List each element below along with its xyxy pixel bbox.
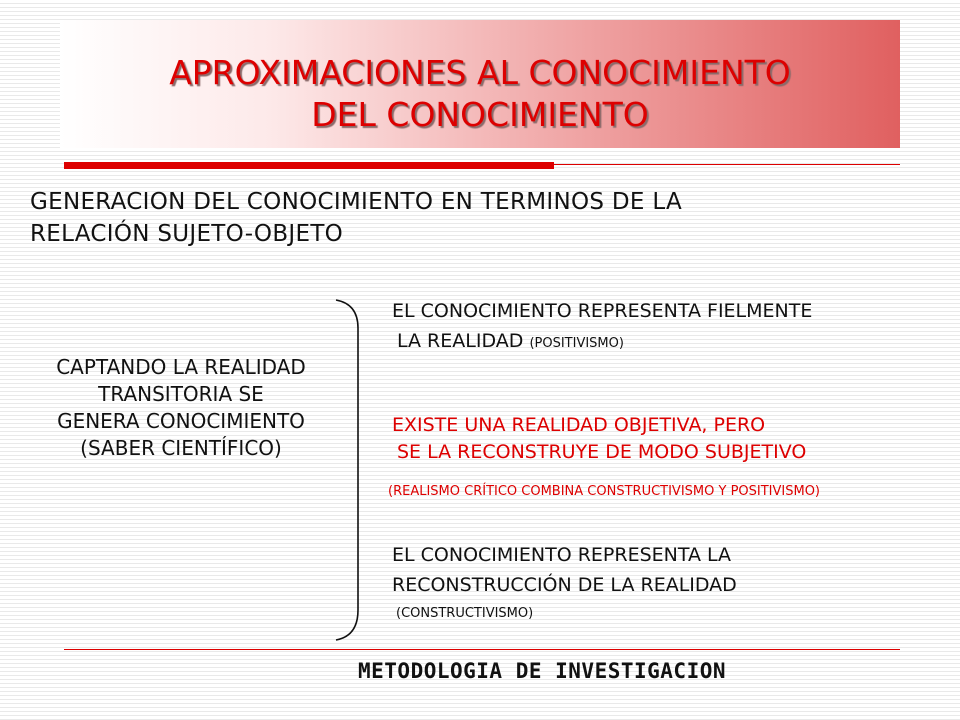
slide-title <box>60 52 900 136</box>
branch-3 <box>392 540 737 600</box>
branch-1-note: (POSITIVISMO) <box>529 336 624 351</box>
branch-3-line-1: EL CONOCIMIENTO REPRESENTA LA <box>392 544 732 566</box>
left-line-1: CAPTANDO LA REALIDAD <box>56 355 306 379</box>
subtitle-line-2: RELACIÓN SUJETO-OBJETO <box>30 221 344 247</box>
accent-bar <box>64 162 554 169</box>
left-block <box>22 354 340 462</box>
branch-1-text: LA REALIDAD <box>397 330 524 352</box>
subtitle <box>30 186 682 250</box>
branch-2-note: (REALISMO CRÍTICO COMBINA CONSTRUCTIVISMO Y POSITIVISMO) <box>388 484 821 499</box>
accent-line <box>554 164 900 165</box>
bracket-icon <box>326 298 366 642</box>
title-line-2: DEL CONOCIMIENTO <box>311 95 649 134</box>
branch-1-line-1: EL CONOCIMIENTO REPRESENTA FIELMENTE <box>392 300 813 322</box>
left-line-3: GENERA CONOCIMIENTO <box>57 409 305 433</box>
branch-3-note: (CONSTRUCTIVISMO) <box>396 606 534 621</box>
left-line-2: TRANSITORIA SE <box>98 382 264 406</box>
branch-1-line-2 <box>397 326 624 359</box>
branch-2-line-1: EXISTE UNA REALIDAD OBJETIVA, PERO <box>392 414 766 436</box>
subtitle-line-1: GENERACION DEL CONOCIMIENTO EN TERMINOS DE LA <box>30 189 683 215</box>
left-line-4: (SABER CIENTÍFICO) <box>80 436 282 460</box>
branch-3-line-2: RECONSTRUCCIÓN DE LA REALIDAD <box>392 574 737 596</box>
bottom-line <box>64 649 900 650</box>
footer-text: METODOLOGIA DE INVESTIGACION <box>358 659 727 683</box>
branch-2-line-2: SE LA RECONSTRUYE DE MODO SUBJETIVO <box>397 441 807 463</box>
title-line-1: APROXIMACIONES AL CONOCIMIENTO <box>169 53 791 92</box>
